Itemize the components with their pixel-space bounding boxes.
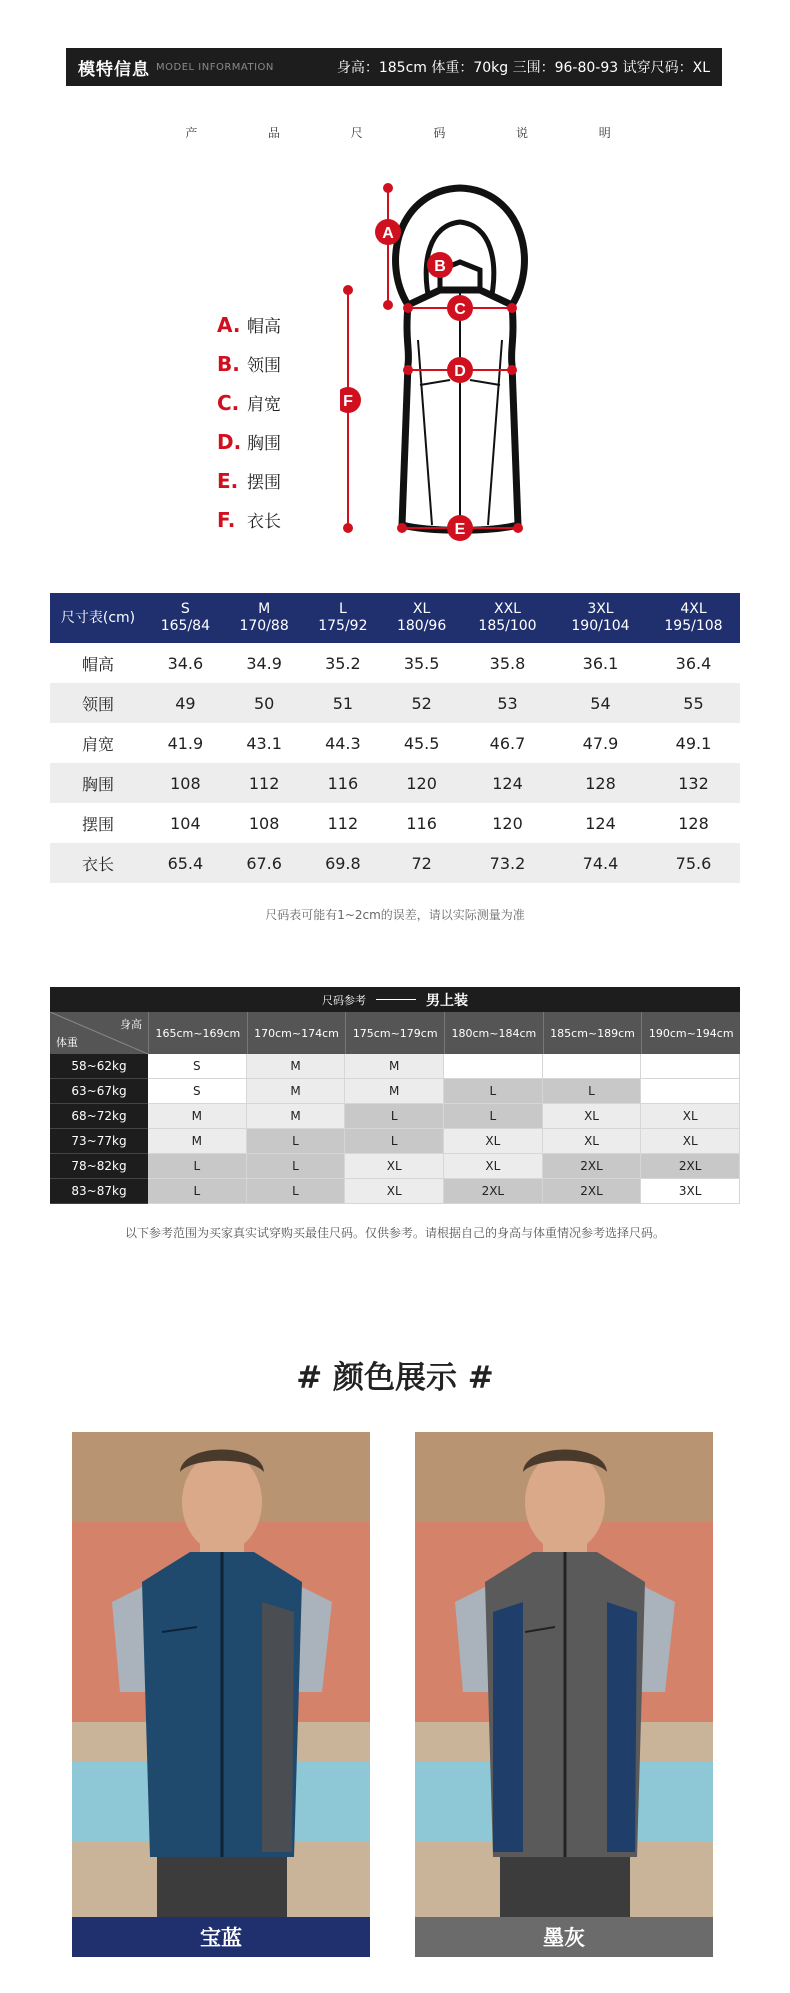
legend-letter: D.	[217, 429, 242, 454]
height-range-header: 185cm~189cm	[543, 1012, 642, 1054]
legend-text: 帽高	[247, 317, 281, 337]
size-reference-note: 以下参考范围为买家真实试穿购买最佳尺码。仅供参考。请根据自己的身高与体重情况参考选择尺码。	[124, 1226, 665, 1240]
svg-text:A: A	[382, 225, 394, 242]
size-name: XL	[412, 601, 431, 617]
measurement-value: 35.5	[403, 653, 440, 673]
size-table-row	[50, 843, 740, 883]
measurement-label: 衣长	[50, 843, 146, 883]
weight-axis-label: 体重	[56, 1036, 78, 1049]
measure-dot	[513, 523, 523, 533]
weight-range-label: 83~87kg	[50, 1179, 148, 1204]
marker-d	[447, 357, 473, 383]
size-table-row	[50, 723, 740, 763]
measure-dot	[403, 303, 413, 313]
measurement-value: 116	[406, 813, 437, 833]
measure-dot	[403, 365, 413, 375]
height-range-header: 175cm~179cm	[345, 1012, 444, 1054]
height-axis-label: 身高	[120, 1018, 142, 1031]
measurement-value: 55	[647, 683, 740, 723]
measurement-value: 49.1	[675, 733, 712, 753]
recommended-size-cell: L	[444, 1079, 543, 1104]
measurement-label: 肩宽	[81, 734, 114, 754]
measure-dot	[343, 285, 353, 295]
size-name: L	[338, 601, 347, 617]
svg-text:C: C	[454, 301, 466, 318]
jacket-diagram	[340, 170, 580, 550]
measurement-value: 34.6	[167, 653, 204, 673]
size-reference-title-bar	[50, 987, 740, 1012]
height-range-header: 180cm~184cm	[444, 1012, 543, 1054]
measurement-value: 41.9	[167, 733, 204, 753]
size-table-header	[50, 593, 740, 643]
measurement-value: 128	[554, 763, 647, 803]
legend-text: 领围	[247, 356, 281, 376]
measurement-value: 112	[225, 763, 304, 803]
legend-item	[217, 383, 281, 422]
measurement-value: 36.4	[675, 653, 712, 673]
measurement-value: 124	[461, 763, 554, 803]
measure-dot	[507, 303, 517, 313]
recommended-size-cell: L	[148, 1154, 247, 1179]
svg-text:F: F	[343, 393, 353, 410]
recommended-size-cell: M	[247, 1104, 346, 1129]
svg-text:D: D	[454, 363, 466, 380]
size-name: XXL	[494, 601, 521, 617]
legend-item	[217, 500, 281, 539]
measurement-value: 72	[382, 843, 461, 883]
measurement-value: 120	[382, 763, 461, 803]
height-range-header: 165cm~169cm	[148, 1012, 247, 1054]
measurement-value: 36.1	[582, 653, 619, 673]
recommended-size-cell: 2XL	[543, 1154, 642, 1179]
size-table-row	[50, 803, 740, 843]
weight-range-label: 73~77kg	[50, 1129, 148, 1154]
heading-char: 品	[268, 126, 281, 140]
legend-text: 衣长	[247, 512, 281, 532]
recommended-size-cell: M	[247, 1054, 346, 1079]
legend-letter: B.	[217, 351, 240, 376]
measurement-value: 52	[382, 683, 461, 723]
size-column-header	[554, 593, 647, 643]
marker-e	[447, 515, 473, 541]
recommended-size-cell: XL	[444, 1129, 543, 1154]
measurement-value: 43.1	[246, 733, 282, 753]
weight-range-label: 58~62kg	[50, 1054, 148, 1079]
measurement-value: 46.7	[489, 733, 526, 753]
weight-range-label: 68~72kg	[50, 1104, 148, 1129]
measurement-value: 54	[554, 683, 647, 723]
marker-c	[447, 295, 473, 321]
measurement-value: 65.4	[146, 843, 225, 883]
measurement-legend	[217, 305, 281, 539]
model-info-title: 模特信息	[78, 59, 150, 80]
size-table-header-label: 尺寸表(cm)	[50, 593, 146, 643]
measurement-value: 53	[461, 683, 554, 723]
measurement-value: 35.2	[325, 653, 361, 673]
size-table-row	[50, 763, 740, 803]
size-reference-label: 尺码参考	[322, 993, 366, 1007]
recommended-size-cell	[444, 1054, 543, 1079]
marker-f	[340, 387, 361, 413]
measurement-value: 104	[170, 813, 201, 833]
size-column-header	[647, 593, 740, 643]
size-reference-row	[50, 1054, 740, 1079]
recommended-size-cell: L	[247, 1129, 346, 1154]
measurement-value: 34.9	[246, 653, 282, 673]
height-range-header: 190cm~194cm	[641, 1012, 740, 1054]
size-column-header	[225, 593, 304, 643]
size-spec: 185/100	[478, 618, 537, 634]
recommended-size-cell: XL	[641, 1129, 740, 1154]
recommended-size-cell: M	[345, 1054, 444, 1079]
color-photo-dark-gray	[415, 1432, 713, 1957]
measurement-value: 50	[225, 683, 304, 723]
recommended-size-cell: L	[148, 1179, 247, 1204]
recommended-size-cell: 3XL	[641, 1179, 740, 1204]
heading-char: 尺	[350, 126, 363, 140]
size-table-row	[50, 683, 740, 723]
size-table-note: 尺码表可能有1~2cm的误差，请以实际测量为准	[265, 908, 525, 922]
recommended-size-cell: XL	[641, 1104, 740, 1129]
size-column-header	[304, 593, 383, 643]
model-info-bar	[66, 48, 722, 86]
heading-char: 说	[516, 126, 529, 140]
measurement-value: 67.6	[225, 843, 304, 883]
heading-char: 明	[598, 126, 611, 140]
size-column-header	[146, 593, 225, 643]
size-name: S	[180, 601, 190, 617]
size-table	[50, 593, 740, 883]
recommended-size-cell: L	[345, 1129, 444, 1154]
legend-item	[217, 344, 281, 383]
recommended-size-cell: XL	[444, 1154, 543, 1179]
recommended-size-cell: XL	[345, 1154, 444, 1179]
recommended-size-cell	[641, 1079, 740, 1104]
measure-dot	[343, 523, 353, 533]
recommended-size-cell: L	[247, 1179, 346, 1204]
measurement-label: 胸围	[50, 763, 146, 803]
height-range-header: 170cm~174cm	[247, 1012, 346, 1054]
measurement-value: 69.8	[304, 843, 383, 883]
legend-item	[217, 422, 281, 461]
size-column-header	[382, 593, 461, 643]
measurement-value: 47.9	[582, 733, 619, 753]
recommended-size-cell: M	[148, 1129, 247, 1154]
measurement-label: 帽高	[81, 654, 114, 674]
recommended-size-cell: L	[543, 1079, 642, 1104]
divider-line	[376, 999, 416, 1000]
measure-dot	[397, 523, 407, 533]
product-size-heading	[150, 124, 646, 144]
heading-char: 码	[433, 126, 446, 140]
model-stats: 身高：185cm 体重：70kg 三围：96-80-93 试穿尺码：XL	[336, 60, 710, 76]
measurement-value: 35.8	[489, 653, 526, 673]
recommended-size-cell	[641, 1054, 740, 1079]
weight-range-label: 63~67kg	[50, 1079, 148, 1104]
recommended-size-cell: XL	[543, 1129, 642, 1154]
legend-item	[217, 461, 281, 500]
recommended-size-cell: S	[148, 1054, 247, 1079]
measure-dot	[383, 183, 393, 193]
measurement-value: 124	[585, 813, 616, 833]
recommended-size-cell: L	[247, 1154, 346, 1179]
color-label-royal-blue: 宝蓝	[72, 1917, 370, 1957]
size-reference-header	[50, 1012, 740, 1054]
measure-dot	[507, 365, 517, 375]
model-photo	[415, 1432, 713, 1957]
size-spec: 190/104	[571, 618, 630, 634]
size-spec: 170/88	[239, 618, 289, 634]
legend-letter: A.	[217, 312, 241, 337]
size-spec: 195/108	[664, 618, 723, 634]
size-name: M	[258, 601, 271, 617]
legend-text: 摆围	[247, 473, 281, 493]
marker-a	[375, 219, 401, 245]
measurement-value: 73.2	[461, 843, 554, 883]
measurement-value: 75.6	[647, 843, 740, 883]
measurement-value: 116	[304, 763, 383, 803]
size-reference-body	[50, 1054, 740, 1204]
size-reference-row	[50, 1104, 740, 1129]
head	[525, 1452, 605, 1552]
size-column-header	[461, 593, 554, 643]
legend-text: 胸围	[247, 434, 281, 454]
legend-letter: F.	[217, 507, 236, 532]
svg-text:E: E	[454, 521, 466, 538]
model-info-subtitle: MODEL INFORMATION	[156, 61, 274, 73]
measurement-label: 领围	[50, 683, 146, 723]
size-reference-row	[50, 1154, 740, 1179]
recommended-size-cell	[543, 1054, 642, 1079]
size-reference-row	[50, 1179, 740, 1204]
size-reference-category: 男上装	[426, 992, 468, 1009]
heading-char: 产	[185, 126, 198, 140]
size-name: 3XL	[587, 601, 614, 617]
legend-letter: E.	[217, 468, 239, 493]
marker-b	[427, 252, 453, 278]
measurement-value: 112	[327, 813, 359, 833]
recommended-size-cell: L	[444, 1104, 543, 1129]
head	[182, 1452, 262, 1552]
size-reference-row	[50, 1079, 740, 1104]
measurement-value: 49	[146, 683, 225, 723]
measurement-value: 108	[146, 763, 225, 803]
legend-item	[217, 305, 281, 344]
color-display-heading: # 颜色展示 #	[296, 1360, 494, 1396]
svg-text:B: B	[434, 258, 446, 275]
size-spec: 165/84	[160, 618, 210, 634]
recommended-size-cell: 2XL	[444, 1179, 543, 1204]
recommended-size-cell: L	[345, 1104, 444, 1129]
measurement-value: 108	[248, 813, 280, 833]
weight-range-label: 78~82kg	[50, 1154, 148, 1179]
recommended-size-cell: 2XL	[641, 1154, 740, 1179]
measure-dot	[383, 300, 393, 310]
recommended-size-cell: XL	[543, 1104, 642, 1129]
size-table-row	[50, 643, 740, 683]
measurement-value: 128	[678, 813, 709, 833]
legend-text: 肩宽	[247, 395, 281, 415]
size-reference-row	[50, 1129, 740, 1154]
recommended-size-cell: M	[247, 1079, 346, 1104]
recommended-size-cell: S	[148, 1079, 247, 1104]
color-photo-royal-blue	[72, 1432, 370, 1957]
measurement-value: 74.4	[554, 843, 647, 883]
measurement-value: 44.3	[325, 733, 361, 753]
recommended-size-cell: M	[345, 1079, 444, 1104]
recommended-size-cell: XL	[345, 1179, 444, 1204]
recommended-size-cell: 2XL	[543, 1179, 642, 1204]
measurement-value: 51	[304, 683, 383, 723]
recommended-size-cell: M	[148, 1104, 247, 1129]
size-name: 4XL	[680, 601, 707, 617]
model-photo	[72, 1432, 370, 1957]
measurement-value: 45.5	[403, 733, 440, 753]
measurement-value: 132	[647, 763, 740, 803]
size-reference-corner	[50, 1012, 148, 1054]
color-label-dark-gray: 墨灰	[415, 1917, 713, 1957]
size-spec: 175/92	[318, 618, 368, 634]
size-spec: 180/96	[396, 618, 447, 634]
measurement-value: 120	[492, 813, 523, 833]
measurement-label: 摆围	[81, 814, 114, 834]
legend-letter: C.	[217, 390, 240, 415]
